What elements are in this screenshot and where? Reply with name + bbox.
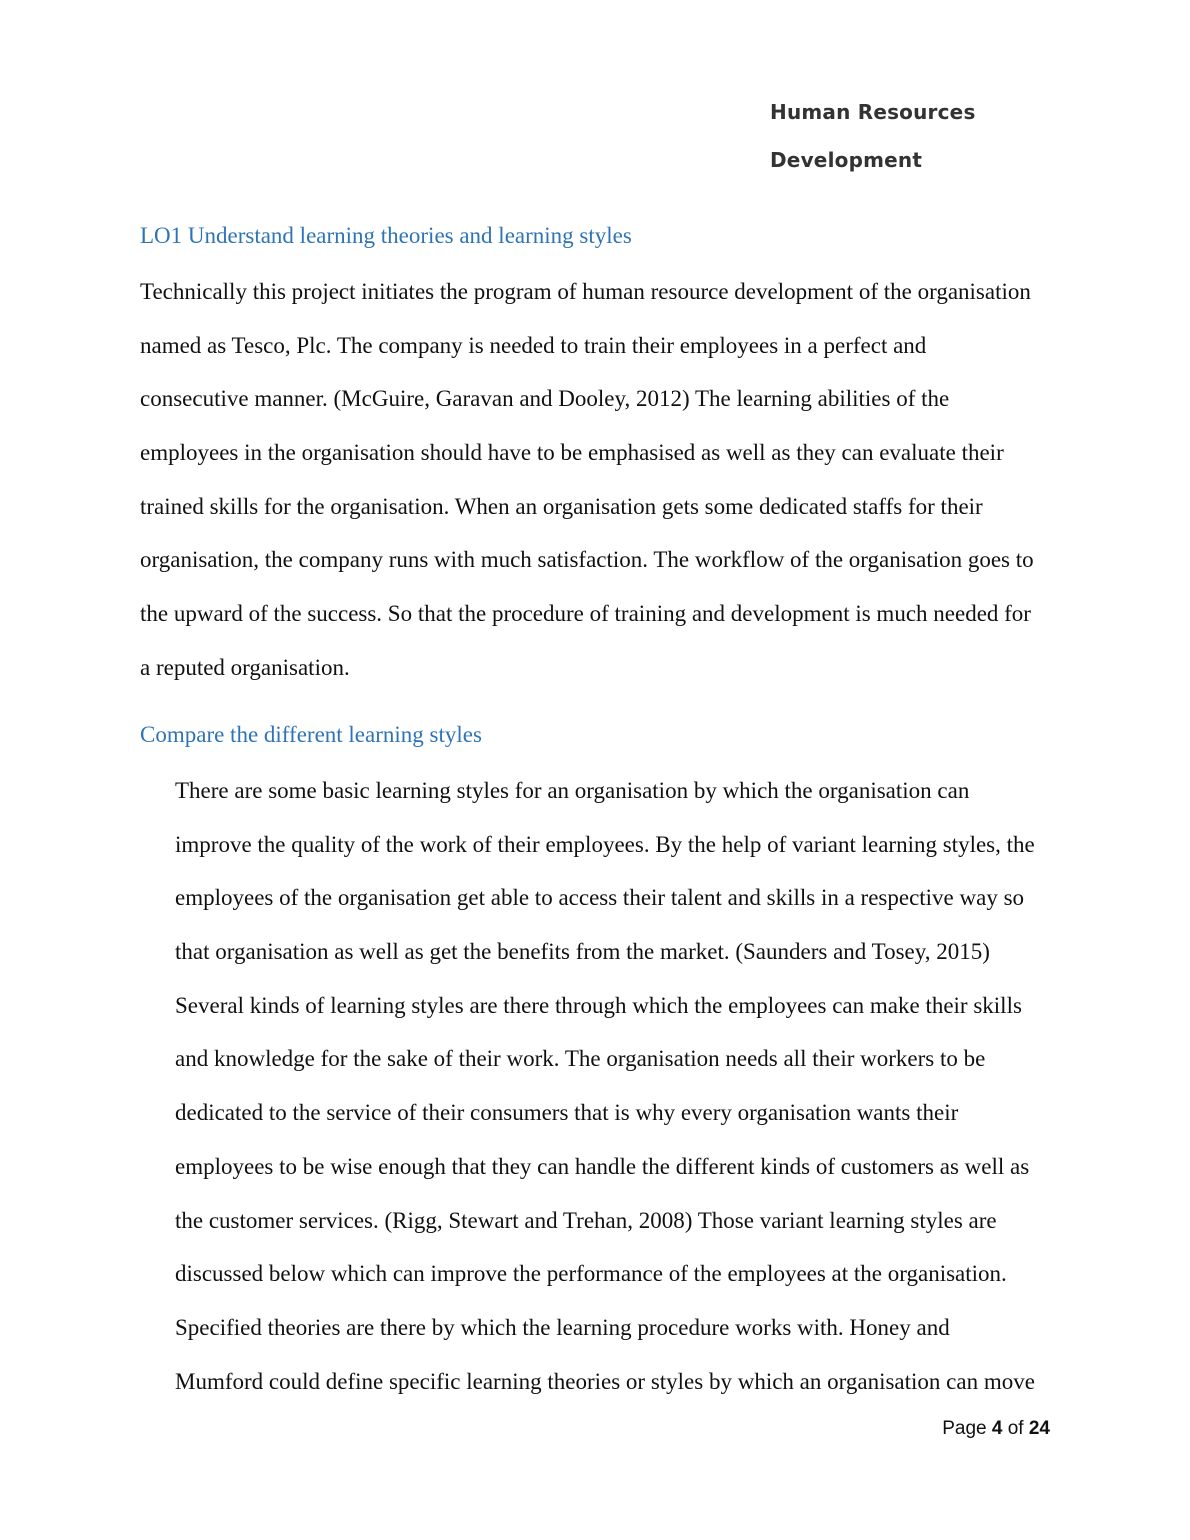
section-heading-lo1: LO1 Understand learning theories and learning styles — [140, 223, 632, 248]
paragraph-line: the customer services. (Rigg, Stewart and Trehan, 2008) Those variant learning styles are — [175, 1207, 997, 1233]
header-title-line-2: Development — [770, 148, 923, 172]
section-heading-compare: Compare the different learning styles — [140, 722, 482, 747]
paragraph-line: There are some basic learning styles for an organisation by which the organisation can — [175, 778, 970, 803]
of-word: of — [1007, 1418, 1024, 1439]
paragraph-line: employees of the organisation get able to access their talent and skills in a respective way so — [175, 885, 1025, 911]
paragraph-line: trained skills for the organisation. When an organisation gets some dedicated staffs for their — [140, 493, 983, 519]
paragraph-line: Mumford could define specific learning theories or styles by which an organisation can move — [175, 1368, 1035, 1394]
paragraph-intro — [140, 265, 1060, 695]
paragraph-line: Technically this project initiates the program of human resource development of the organisation — [140, 279, 1031, 304]
paragraph-line: employees in the organisation should have to be emphasised as well as they can evaluate their — [140, 440, 1004, 466]
paragraph-line: Several kinds of learning styles are there through which the employees can make their skills — [175, 992, 1022, 1018]
paragraph-line: discussed below which can improve the performance of the employees at the organisation. — [175, 1261, 1007, 1287]
paragraph-line: that organisation as well as get the benefits from the market. (Saunders and Tosey, 2015) — [175, 939, 990, 965]
paragraph-line: consecutive manner. (McGuire, Garavan and Dooley, 2012) The learning abilities of the — [140, 386, 950, 412]
header-title-line-1: Human Resources — [770, 100, 976, 124]
page-word: Page — [942, 1418, 987, 1439]
current-page-number: 4 — [991, 1418, 1003, 1439]
paragraph-line: the upward of the success. So that the procedure of training and development is much needed for — [140, 601, 1031, 627]
paragraph-line: named as Tesco, Plc. The company is needed to train their employees in a perfect and — [140, 332, 927, 358]
paragraph-learning-styles — [175, 764, 1075, 1408]
paragraph-line: organisation, the company runs with much satisfaction. The workflow of the organisation goes to — [140, 547, 1034, 573]
total-pages-number: 24 — [1028, 1418, 1050, 1439]
paragraph-line: a reputed organisation. — [140, 654, 350, 680]
paragraph-line: improve the quality of the work of their employees. By the help of variant learning styles, the — [175, 831, 1035, 857]
running-header — [770, 88, 1150, 184]
paragraph-line: Specified theories are there by which the learning procedure works with. Honey and — [175, 1314, 950, 1340]
paragraph-line: employees to be wise enough that they can handle the different kinds of customers as well as — [175, 1153, 1030, 1179]
paragraph-line: dedicated to the service of their consumers that is why every organisation wants their — [175, 1100, 959, 1126]
page-number-footer — [800, 1418, 1050, 1440]
paragraph-line: and knowledge for the sake of their work. The organisation needs all their workers to be — [175, 1046, 986, 1072]
